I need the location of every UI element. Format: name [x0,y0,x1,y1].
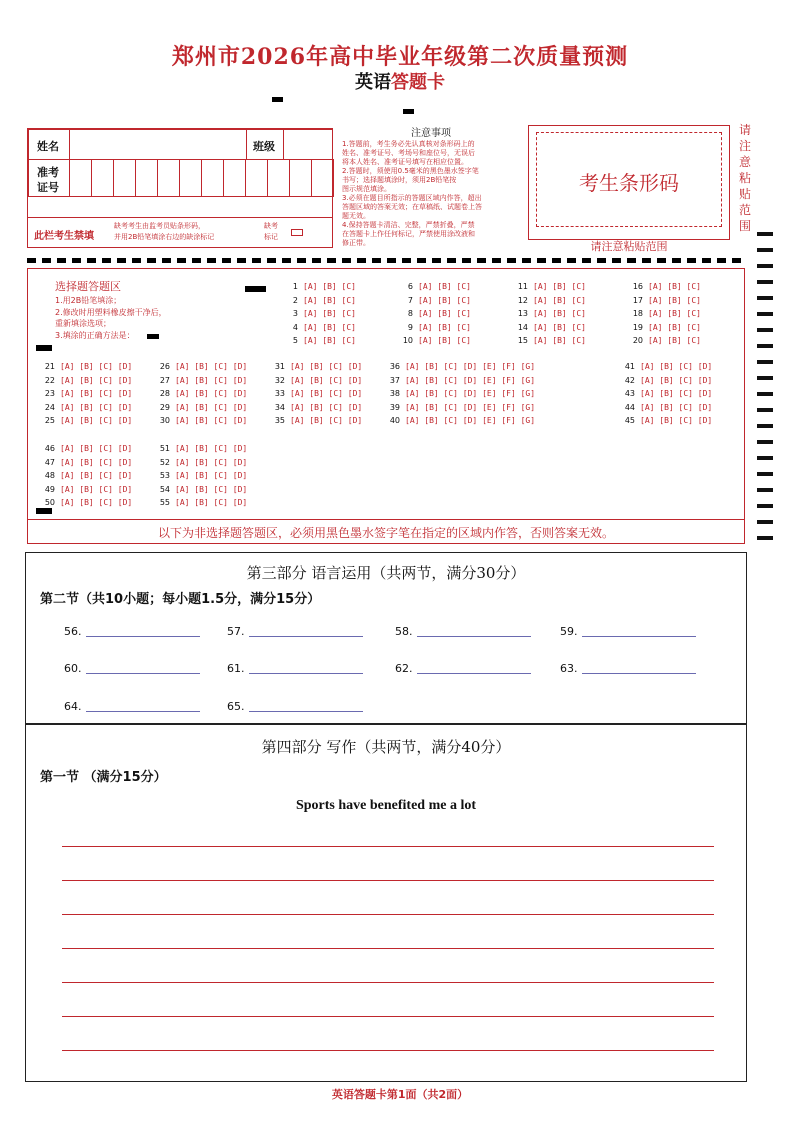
exam-no-input[interactable] [69,159,333,197]
answer-options[interactable]: [A] [B] [C] [303,309,356,318]
exam-no-label-2: 证号 [37,181,59,194]
question-row[interactable] [620,389,712,398]
fill-blank[interactable] [395,625,413,638]
question-row[interactable] [628,323,701,332]
exam-no-digit-cell[interactable] [91,159,114,197]
answer-options[interactable]: [A] [B] [C] [D] [E] [F] [G] [405,416,536,425]
question-row[interactable] [270,416,362,425]
timing-mark [757,360,773,364]
blank-number: 64. [64,700,82,713]
answer-options[interactable]: [A] [B] [C] [648,282,701,291]
question-number: 18 [632,309,643,318]
question-number: 27 [159,375,170,385]
choice-instruction: 3.填涂的正确方法是： [55,331,135,340]
timing-mark [757,536,773,540]
question-number: 28 [159,389,170,398]
timing-mark [757,504,773,508]
registration-mark [36,508,52,514]
fill-blank[interactable] [64,700,82,713]
question-number: 24 [44,402,55,412]
timing-mark [757,424,773,428]
answer-options[interactable]: [A] [B] [C] [648,336,701,345]
question-row[interactable] [628,282,701,291]
timing-mark [757,232,773,236]
writing-line[interactable] [62,846,714,847]
answer-options[interactable]: [A] [B] [C] [533,295,586,305]
question-number: 46 [44,444,55,453]
answer-options[interactable]: [A] [B] [C] [648,322,701,332]
question-number: 30 [159,416,170,425]
answer-options[interactable]: [A] [B] [C] [303,336,356,345]
question-number: 21 [44,362,55,371]
notice-line: 3.必须在题目所指示的答题区域内作答，超出 [342,194,482,202]
question-number: 13 [517,309,528,318]
question-number: 40 [389,416,400,425]
question-row[interactable] [385,389,535,398]
question-number: 22 [44,375,55,385]
blank-number: 65. [227,700,245,713]
timing-mark [757,456,773,460]
question-row[interactable] [270,403,362,412]
choice-instruction: 1.用2B铅笔填涂； [55,296,122,305]
answer-options[interactable]: [A] [B] [C] [D] [60,484,133,494]
answer-options[interactable]: [A] [B] [C] [533,322,586,332]
page-footer: 英语答题卡第1面（共2面） [331,1088,469,1101]
question-number: 11 [517,282,528,291]
answer-options[interactable]: [A] [B] [C] [D] [175,402,248,412]
writing-line[interactable] [62,914,714,915]
question-number: 45 [624,416,635,425]
timing-mark [757,280,773,284]
timing-marks [757,232,777,554]
fill-blank[interactable] [395,662,413,675]
nonchoice-note: 以下为非选择题答题区，必须用黑色墨水签字笔在指定的区域内作答，否则答案无效。 [157,526,614,540]
question-number: 4 [292,322,298,332]
question-row[interactable] [398,323,471,332]
nonchoice-divider [27,519,745,520]
question-row[interactable] [40,376,132,385]
question-row[interactable] [155,498,247,507]
notice-line: 将本人姓名、准考证号填写在相应位置。 [342,158,468,166]
blank-number: 63. [560,662,578,675]
answer-options[interactable]: [A] [B] [C] [D] [60,375,133,385]
answer-options[interactable]: [A] [B] [C] [648,309,701,318]
blank-number: 56. [64,625,82,638]
question-number: 33 [274,389,285,398]
part4-title: 第四部分 写作（共两节，满分40分） [261,738,511,756]
answer-options[interactable]: [A] [B] [C] [D] [60,457,133,467]
question-row[interactable] [620,376,712,385]
name-input[interactable] [69,129,247,160]
question-number: 14 [517,322,528,332]
notice-line: 修正带。 [342,239,370,247]
question-row[interactable] [398,309,471,318]
registration-mark [245,286,266,292]
blank-number: 61. [227,662,245,675]
notice-line: 在答题卡上作任何标记，严禁使用涂改液和 [342,230,475,238]
question-row[interactable] [398,296,471,305]
student-info-box [27,128,333,248]
answer-options[interactable]: [A] [B] [C] [D] [E] [F] [G] [405,375,536,385]
question-row[interactable] [155,389,247,398]
blank-line[interactable] [249,673,363,674]
answer-options[interactable]: [A] [B] [C] [533,282,586,291]
question-number: 37 [389,375,400,385]
question-row[interactable] [513,336,586,345]
question-number: 38 [389,389,400,398]
blank-number: 57. [227,625,245,638]
exam-no-digit-cell[interactable] [245,159,268,197]
timing-mark [757,392,773,396]
question-row[interactable] [513,296,586,305]
question-row[interactable] [40,498,132,507]
blank-number: 59. [560,625,578,638]
question-row[interactable] [385,416,535,425]
part4-section-title: 第一节 （满分15分） [40,770,167,785]
part3-section-title: 第二节（共10小题；每小题1.5分，满分15分） [40,592,321,607]
answer-options[interactable]: [A] [B] [C] [D] [60,416,133,425]
answer-options[interactable]: [A] [B] [C] [418,309,471,318]
writing-line[interactable] [62,1016,714,1017]
question-row[interactable] [385,362,535,371]
question-row[interactable] [155,362,247,371]
question-number: 23 [44,389,55,398]
question-number: 48 [44,471,55,480]
question-number: 49 [44,484,55,494]
question-row[interactable] [398,336,471,345]
registration-mark [36,345,52,351]
question-row[interactable] [270,376,362,385]
notice-line: 姓名、准考证号、考场号和座位号，无误后 [342,149,475,157]
answer-options[interactable]: [A] [B] [C] [D] [60,444,133,453]
timing-mark [757,408,773,412]
registration-mark [272,97,283,102]
timing-mark [757,248,773,252]
question-row[interactable] [40,458,132,467]
absent-mark-box[interactable] [291,229,303,236]
answer-options[interactable]: [A] [B] [C] [418,295,471,305]
absent-mark-label-2: 标记 [264,233,278,241]
barcode-note: 请注意粘贴范围 [590,240,668,253]
question-number: 51 [159,444,170,453]
absent-label: 此栏考生禁填 [34,231,94,242]
question-row[interactable] [40,403,132,412]
absent-row [28,217,333,248]
question-row[interactable] [155,485,247,494]
exam-no-digit-cell[interactable] [135,159,158,197]
card-title: 郑州市2026年高中毕业年级第二次质量预测 [171,44,629,70]
fill-blank[interactable] [227,662,245,675]
absent-mark-label-1: 缺考 [264,222,278,230]
question-number: 1 [292,282,298,291]
answer-options[interactable]: [A] [B] [C] [D] [640,389,713,398]
question-row[interactable] [513,282,586,291]
question-row[interactable] [283,336,356,345]
exam-no-digit-cell[interactable] [69,159,92,197]
answer-options[interactable]: [A] [B] [C] [D] [175,416,248,425]
blank-line[interactable] [582,636,696,637]
blank-line[interactable] [249,711,363,712]
question-number: 7 [407,295,413,305]
question-number: 29 [159,402,170,412]
card-label: 答题卡 [391,72,445,93]
question-row[interactable] [628,296,701,305]
answer-options[interactable]: [A] [B] [C] [533,336,586,345]
question-number: 15 [517,336,528,345]
answer-options[interactable]: [A] [B] [C] [D] [E] [F] [G] [405,402,536,412]
answer-options[interactable]: [A] [B] [C] [418,322,471,332]
question-number: 47 [44,457,55,467]
blank-number: 60. [64,662,82,675]
question-row[interactable] [620,362,712,371]
exam-no-digit-cell[interactable] [289,159,312,197]
question-number: 52 [159,457,170,467]
blank-line[interactable] [86,711,200,712]
question-number: 42 [624,375,635,385]
blank-line[interactable] [86,636,200,637]
question-number: 32 [274,375,285,385]
notice-panel [338,124,524,246]
answer-options[interactable]: [A] [B] [C] [D] [60,498,133,507]
answer-options[interactable]: [A] [B] [C] [418,336,471,345]
question-row[interactable] [283,296,356,305]
question-number: 34 [274,402,285,412]
exam-no-label-1: 准考 [37,166,59,179]
choice-instruction: 2.修改时用塑料橡皮擦干净后， [55,308,167,317]
blank-line[interactable] [86,673,200,674]
blank-number: 58. [395,625,413,638]
question-number: 41 [624,362,635,371]
answer-options[interactable]: [A] [B] [C] [D] [290,389,363,398]
question-row[interactable] [40,389,132,398]
notice-line: 书写；选择题填涂时，须用2B铅笔按 [342,176,457,184]
answer-options[interactable]: [A] [B] [C] [D] [290,402,363,412]
question-number: 26 [159,362,170,371]
writing-line[interactable] [62,1050,714,1051]
question-row[interactable] [628,309,701,318]
blank-line[interactable] [249,636,363,637]
writing-line[interactable] [62,982,714,983]
exam-no-digit-cell[interactable] [223,159,246,197]
exam-no-digit-cell[interactable] [157,159,180,197]
fill-blank[interactable] [227,625,245,638]
notice-line: 4.保持答题卡清洁、完整，严禁折叠，严禁 [342,221,475,229]
question-number: 10 [402,336,413,345]
question-number: 16 [632,282,643,291]
question-row[interactable] [628,336,701,345]
question-number: 55 [159,498,170,507]
name-label: 姓名 [37,140,59,153]
question-row[interactable] [385,376,535,385]
question-number: 20 [632,336,643,345]
timing-mark [757,520,773,524]
timing-mark [757,344,773,348]
answer-options[interactable]: [A] [B] [C] [D] [175,498,248,507]
exam-no-digit-cell[interactable] [113,159,136,197]
question-row[interactable] [155,376,247,385]
question-number: 8 [407,309,413,318]
answer-options[interactable]: [A] [B] [C] [D] [175,457,248,467]
question-row[interactable] [283,309,356,318]
question-row[interactable] [283,323,356,332]
class-input[interactable] [283,129,333,160]
question-number: 53 [159,471,170,480]
essay-title: Sports have benefited me a lot [295,798,477,813]
blank-line[interactable] [417,636,531,637]
question-row[interactable] [385,403,535,412]
question-row[interactable] [513,309,586,318]
question-row[interactable] [40,416,132,425]
answer-options[interactable]: [A] [B] [C] [D] [60,402,133,412]
answer-options[interactable]: [A] [B] [C] [D] [640,416,713,425]
question-number: 54 [159,484,170,494]
question-number: 39 [389,402,400,412]
answer-options[interactable]: [A] [B] [C] [D] [640,402,713,412]
notice-line: 图示规范填涂。 [342,185,391,193]
question-row[interactable] [513,323,586,332]
question-row[interactable] [155,416,247,425]
choice-area-title: 选择题答题区 [55,280,121,293]
blank-line[interactable] [582,673,696,674]
answer-options[interactable]: [A] [B] [C] [D] [60,389,133,398]
question-number: 44 [624,402,635,412]
absent-text-2: 并用2B铅笔填涂右边的缺涂标记 [114,233,215,241]
question-row[interactable] [270,362,362,371]
answer-options[interactable]: [A] [B] [C] [D] [640,362,713,371]
timing-mark [757,328,773,332]
question-row[interactable] [40,444,132,453]
question-number: 17 [632,295,643,305]
question-number: 12 [517,295,528,305]
question-row[interactable] [398,282,471,291]
question-number: 2 [292,295,298,305]
answer-options[interactable]: [A] [B] [C] [D] [290,375,363,385]
notice-line: 1.答题前，考生务必先认真核对条形码上的 [342,140,475,148]
notice-line: 2.答题时，须使用0.5毫米的黑色墨水签字笔 [342,167,479,175]
answer-options[interactable]: [A] [B] [C] [533,309,586,318]
answer-options[interactable]: [A] [B] [C] [D] [175,444,248,453]
writing-line[interactable] [62,948,714,949]
question-number: 43 [624,389,635,398]
answer-options[interactable]: [A] [B] [C] [D] [290,416,363,425]
writing-line[interactable] [62,880,714,881]
answer-options[interactable]: [A] [B] [C] [418,282,471,291]
question-number: 19 [632,322,643,332]
answer-options[interactable]: [A] [B] [C] [D] [175,389,248,398]
dashed-separator [27,258,745,263]
question-row[interactable] [620,403,712,412]
class-label: 班级 [253,140,275,153]
question-row[interactable] [40,471,132,480]
class-label-cell [246,129,284,160]
answer-options[interactable]: [A] [B] [C] [D] [175,484,248,494]
answer-options[interactable]: [A] [B] [C] [303,282,356,291]
timing-mark [757,312,773,316]
subject-label: 英语 [355,72,391,93]
registration-mark [403,109,414,114]
question-number: 36 [389,362,400,371]
answer-options[interactable]: [A] [B] [C] [D] [290,362,363,371]
barcode-label: 考生条形码 [579,171,679,195]
answer-options[interactable]: [A] [B] [C] [D] [175,375,248,385]
exam-no-digit-cell[interactable] [201,159,224,197]
absent-text-1: 缺考考生由监考员贴条形码， [114,222,205,230]
question-number: 25 [44,416,55,425]
timing-mark [757,440,773,444]
answer-options[interactable]: [A] [B] [C] [D] [175,362,248,371]
name-label-cell [28,129,70,160]
question-row[interactable] [40,362,132,371]
notice-line: 答题区域的答案无效；在草稿纸、试题卷上答 [342,203,482,211]
question-row[interactable] [155,458,247,467]
part3-title: 第三部分 语言运用（共两节，满分30分） [246,564,526,582]
exam-no-digit-cell[interactable] [311,159,334,197]
answer-options[interactable]: [A] [B] [C] [D] [640,375,713,385]
exam-no-digit-cell[interactable] [179,159,202,197]
answer-options[interactable]: [A] [B] [C] [D] [60,471,133,480]
choice-instruction: 重新填涂选项； [55,319,111,328]
question-row[interactable] [270,389,362,398]
fill-blank[interactable] [64,662,82,675]
question-row[interactable] [155,444,247,453]
exam-no-label-cell [28,159,70,197]
fill-blank[interactable] [64,625,82,638]
timing-mark [757,488,773,492]
blank-number: 62. [395,662,413,675]
fill-blank[interactable] [227,700,245,713]
notice-line: 题无效。 [342,212,370,220]
question-number: 6 [407,282,413,291]
exam-no-digit-cell[interactable] [267,159,290,197]
answer-options[interactable]: [A] [B] [C] [303,295,356,305]
notice-title: 注意事项 [411,128,451,139]
question-row[interactable] [155,471,247,480]
timing-mark [757,376,773,380]
question-number: 9 [407,322,413,332]
question-number: 31 [274,362,285,371]
side-note: 请注意粘贴范围 [738,123,751,233]
timing-mark [757,472,773,476]
question-row[interactable] [283,282,356,291]
question-number: 50 [44,498,55,507]
answer-options[interactable]: [A] [B] [C] [D] [175,471,248,480]
fill-example-mark [147,334,159,339]
fill-blank[interactable] [560,662,578,675]
question-row[interactable] [620,416,712,425]
question-number: 3 [292,309,298,318]
card-subtitle [0,68,800,94]
answer-options[interactable]: [A] [B] [C] [D] [E] [F] [G] [405,389,536,398]
answer-options[interactable]: [A] [B] [C] [648,295,701,305]
answer-options[interactable]: [A] [B] [C] [303,322,356,332]
timing-mark [757,296,773,300]
question-row[interactable] [155,403,247,412]
blank-line[interactable] [417,673,531,674]
question-number: 35 [274,416,285,425]
answer-options[interactable]: [A] [B] [C] [D] [60,362,133,371]
timing-mark [757,264,773,268]
question-number: 5 [292,336,298,345]
question-row[interactable] [40,485,132,494]
answer-options[interactable]: [A] [B] [C] [D] [E] [F] [G] [405,362,536,371]
fill-blank[interactable] [560,625,578,638]
